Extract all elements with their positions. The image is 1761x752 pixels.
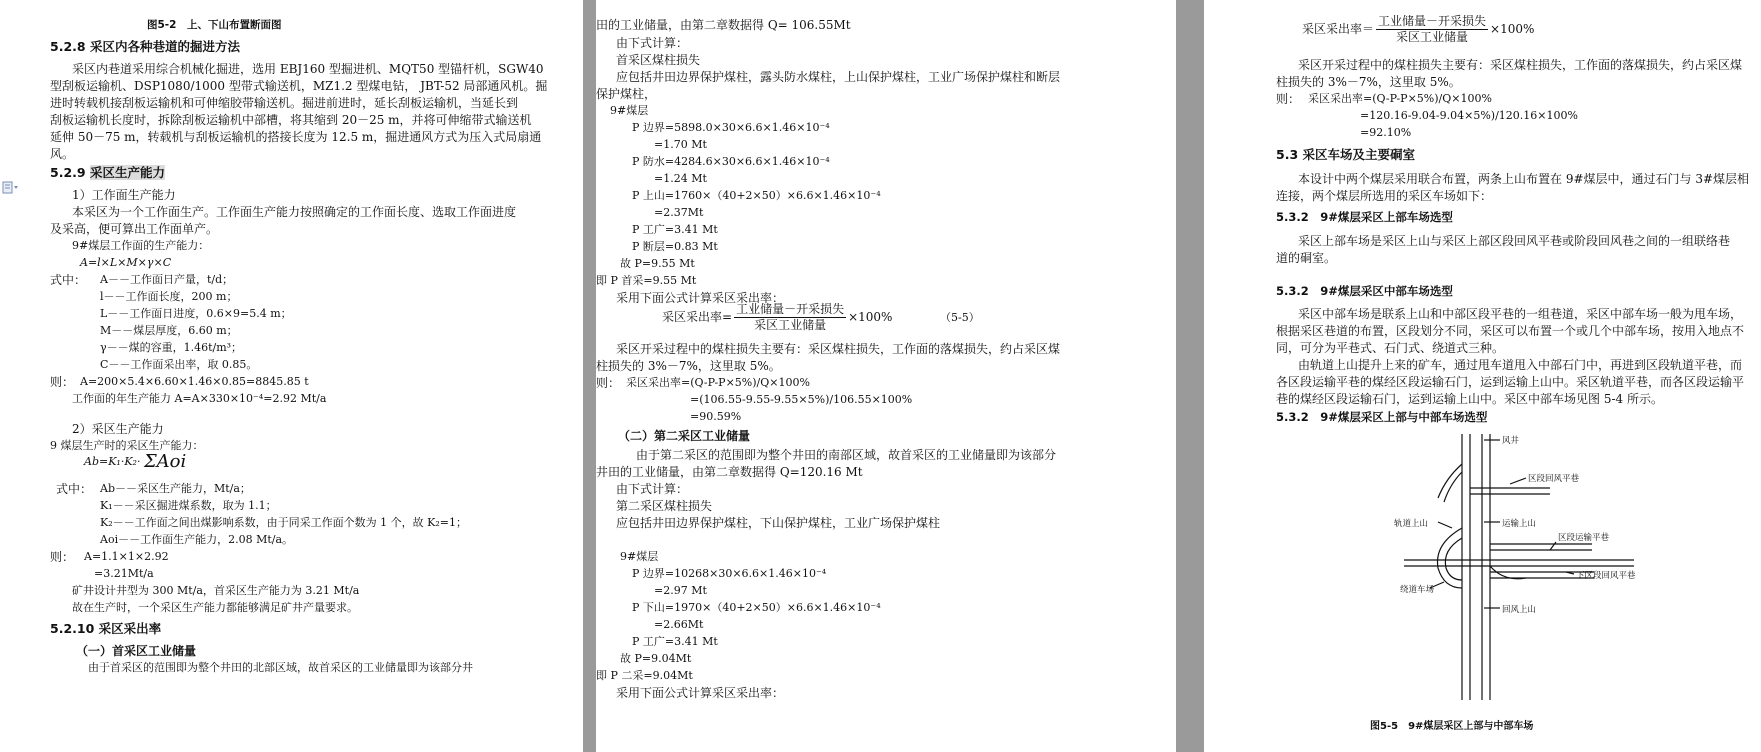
paragraph-line: 井田的工业储量，由第二章数据得 Q=120.16 Mt	[596, 465, 863, 479]
then-label: 则：	[1276, 92, 1301, 106]
seam-label: 9#煤层	[620, 550, 659, 563]
formula	[84, 453, 186, 471]
paragraph-line: 田的工业储量，由第二章数据得 Q= 106.55Mt	[596, 18, 851, 32]
definition-line: K₂－－工作面之间出煤影响系数，由于同采工作面个数为 1 个，故 K₂=1；	[100, 516, 467, 529]
fraction	[1376, 14, 1488, 45]
paragraph-line: 采用下面公式计算采区采出率：	[616, 686, 785, 700]
comment-icon[interactable]	[2, 181, 20, 195]
calculation: 故 P=9.04Mt	[620, 652, 692, 665]
formula-lhs: 采区采出率=	[662, 310, 733, 324]
formula-recovery-rate	[1302, 14, 1534, 45]
calculation: =3.21Mt/a	[94, 567, 154, 580]
section-heading-532: 5.3.2 9#煤层采区上部与中部车场选型	[1276, 410, 1488, 424]
fraction	[734, 302, 846, 333]
formula-part: Ab=K₁·K₂·	[84, 455, 141, 468]
calculation: =2.66Mt	[654, 618, 704, 631]
section-heading-529	[50, 164, 165, 182]
calculation: 采区采出率=(Q-P-P×5%)/Q×100%	[626, 376, 810, 389]
calculation: =90.59%	[690, 410, 742, 423]
paragraph-line: 连接，两个煤层所选用的采区车场如下：	[1276, 189, 1493, 203]
paragraph-line: 同，可分为平巷式、石门式、绕道式三种。	[1276, 341, 1505, 355]
document-page-1	[0, 0, 583, 752]
paragraph-line: 首采区煤柱损失	[616, 53, 701, 67]
document-page-3	[1204, 0, 1761, 752]
where-label: 式中：	[56, 482, 93, 496]
calculation: P 防水=4284.6×30×6.6×1.46×10⁻⁴	[632, 155, 830, 168]
paragraph-line: 9#煤层工作面的生产能力：	[72, 239, 210, 252]
paragraph-line: 进时转载机接刮板运输机和可伸缩胶带输送机。掘进前进时，延长刮板运输机，当延长到	[50, 96, 519, 110]
formula: A=l×L×M×γ×C	[80, 256, 172, 269]
section-heading-5210: 5.2.10 采区采出率	[50, 621, 162, 636]
definition-line: A－－工作面日产量，t/d；	[100, 273, 234, 286]
definition-line: K₁－－采区掘进煤系数，取为 1.1；	[100, 499, 277, 512]
figure-caption: 图5-2 上、下山布置断面图	[147, 19, 282, 31]
paragraph-line: 刮板运输机长度时，拆除刮板运输机中部槽，将其缩到 20－25 m，并将可伸缩带式输送机	[50, 113, 532, 127]
calculation: A=1.1×1×2.92	[84, 550, 169, 563]
section-heading-53: 5.3 采区车场及主要硐室	[1276, 147, 1415, 162]
calculation: P 工广=3.41 Mt	[632, 635, 718, 648]
definition-line: γ－－煤的容重，1.46t/m³；	[100, 341, 243, 354]
figure-caption: 图5-5 9#煤层采区上部与中部车场	[1370, 721, 1534, 732]
paragraph-line: 本设计中两个煤层采用联合布置，两条上山布置在 9#煤层中，通过石门与 3#煤层相	[1298, 172, 1750, 186]
then-label: 则：	[50, 375, 75, 389]
formula-tail: ×100%	[1490, 22, 1535, 36]
definition-line: L－－工作面日进度，0.6×9=5.4 m；	[100, 307, 292, 320]
section-title-highlighted[interactable]: 采区生产能力	[89, 165, 165, 180]
equation-number: （5-5）	[940, 311, 980, 324]
paragraph-line: 采区上部车场是采区上山与采区上部区段回风平巷或阶段回风巷之间的一组联络巷	[1298, 234, 1731, 248]
paragraph-line: 由轨道上山提升上来的矿车，通过甩车道甩入中部石门中，再进到区段轨道平巷，而	[1298, 358, 1743, 372]
label-haulage-roadway: 区段运输平巷	[1558, 533, 1610, 543]
calculation: P 下山=1970×（40+2×50）×6.6×1.46×10⁻⁴	[632, 601, 881, 614]
paragraph-line: 柱损失的 3%－7%，这里取 5%。	[596, 359, 781, 373]
paragraph-line: 由下式计算：	[616, 482, 689, 496]
calculation: A=200×5.4×6.60×1.46×0.85=8845.85 t	[80, 375, 309, 388]
paragraph-line: 采区内巷道采用综合机械化掘进，选用 EBJ160 型掘进机、MQT50 型锚杆机，SGW40	[72, 62, 544, 76]
label-return-rise: 回风上山	[1502, 605, 1537, 615]
definition-line: Ab－－采区生产能力，Mt/a；	[100, 482, 251, 495]
where-label: 式中：	[50, 273, 87, 287]
definition-line: Aoi－－工作面生产能力，2.08 Mt/a。	[100, 533, 294, 546]
definition-line: l－－工作面长度，200 m；	[100, 290, 238, 303]
document-page-2	[596, 0, 1176, 752]
subheading: （二）第二采区工业储量	[618, 429, 751, 443]
paragraph-line: 本采区为一个工作面生产。工作面生产能力按照确定的工作面长度、选取工作面进度	[72, 205, 517, 219]
paragraph-line: 采区开采过程中的煤柱损失主要有：采区煤柱损失，工作面的落煤损失，约占采区煤	[1298, 58, 1743, 72]
calculation: =120.16-9.04-9.04×5%)/120.16×100%	[1360, 109, 1578, 122]
then-label: 则：	[50, 550, 75, 564]
label-air-shaft: 风井	[1502, 436, 1520, 446]
calculation: 采区采出率=(Q-P-P×5%)/Q×100%	[1308, 92, 1492, 105]
paragraph-line: 根据采区巷道的布置，区段划分不同，采区可以布置一个或几个中部车场，按用入地点不	[1276, 324, 1745, 338]
label-lower-return-airway: 下区段回风平巷	[1576, 571, 1636, 581]
calculation: =2.97 Mt	[654, 584, 707, 597]
section-heading-528: 5.2.8 采区内各种巷道的掘进方法	[50, 39, 240, 54]
calculation: P 边界=10268×30×6.6×1.46×10⁻⁴	[632, 567, 827, 580]
formula-tail: ×100%	[848, 310, 893, 324]
calculation: =1.70 Mt	[654, 138, 707, 151]
paragraph-line: 巷的煤经区段运输石门，运到运输上山中。采区中部车场见图 5-4 所示。	[1276, 392, 1663, 406]
label-track-rise: 轨道上山	[1394, 519, 1429, 529]
formula-lhs: 采区采出率＝	[1302, 22, 1375, 36]
paragraph-line: 采用下面公式计算采区采出率：	[616, 291, 785, 305]
fraction-numerator: 工业储量－开采损失	[736, 302, 845, 316]
paragraph-line: 道的硐室。	[1276, 251, 1337, 265]
calculation: 故 P=9.55 Mt	[620, 257, 695, 270]
paragraph-line: 应包括井田边界保护煤柱，下山保护煤柱，工业广场保护煤柱	[616, 516, 941, 530]
paragraph-line: 矿井设计井型为 300 Mt/a，首采区生产能力为 3.21 Mt/a	[72, 584, 360, 597]
paragraph-line: 第二采区煤柱损失	[616, 499, 713, 513]
section-heading-532: 5.3.2 9#煤层采区上部车场选型	[1276, 210, 1453, 224]
calculation: =2.37Mt	[654, 206, 704, 219]
section-number: 5.2.9	[50, 165, 86, 180]
calculation: =92.10%	[1360, 126, 1412, 139]
label-bypass-yard: 绕道车场	[1400, 585, 1435, 595]
calculation: P 工广=3.41 Mt	[632, 223, 718, 236]
calculation: 即 P 二采=9.04Mt	[596, 669, 693, 682]
label-conveyor-rise: 运输上山	[1502, 519, 1537, 529]
paragraph-line: 风。	[50, 147, 75, 161]
calculation: =1.24 Mt	[654, 172, 707, 185]
calculation: P 边界=5898.0×30×6.6×1.46×10⁻⁴	[632, 121, 830, 134]
paragraph-line: 各区段运输平巷的煤经区段运输石门，运到运输上山中。采区轨道平巷，而各区段运输平	[1276, 375, 1745, 389]
fraction-denominator: 采区工业储量	[754, 318, 827, 332]
paragraph-line: 9 煤层生产时的采区生产能力：	[50, 439, 204, 452]
label-return-airway: 区段回风平巷	[1528, 474, 1580, 484]
subheading: 1）工作面生产能力	[72, 188, 176, 202]
fraction-denominator: 采区工业储量	[1396, 30, 1469, 44]
calculation: 工作面的年生产能力 A=A×330×10⁻⁴=2.92 Mt/a	[72, 392, 327, 405]
formula-recovery-rate	[662, 302, 892, 333]
paragraph-line: 采区中部车场是联系上山和中部区段平巷的一组巷道，采区中部车场一般为甩车场，	[1298, 307, 1743, 321]
paragraph-line: 柱损失的 3%－7%，这里取 5%。	[1276, 75, 1461, 89]
definition-line: M－－煤层厚度，6.60 m；	[100, 324, 238, 337]
paragraph-line: 型刮板运输机、DSP1080/1000 型带式输送机，MZ1.2 型煤电钻， JBT-52 局部通风机。掘	[50, 79, 548, 93]
shaft-station-diagram	[1334, 428, 1654, 718]
fraction-numerator: 工业储量－开采损失	[1378, 14, 1487, 28]
subheading: 2）采区生产能力	[72, 422, 164, 436]
sum-symbol: ΣAoi	[143, 451, 187, 472]
section-heading-532: 5.3.2 9#煤层采区中部车场选型	[1276, 284, 1453, 298]
definition-line: C－－工作面采出率，取 0.85。	[100, 358, 258, 371]
paragraph-line: 由于第二采区的范围即为整个井田的南部区域，故首采区的工业储量即为该部分	[636, 448, 1057, 462]
subheading: （一）首采区工业储量	[76, 644, 197, 658]
paragraph-line: 采区开采过程中的煤柱损失主要有：采区煤柱损失，工作面的落煤损失，约占采区煤	[616, 342, 1061, 356]
paragraph-line: 由于首采区的范围即为整个井田的北部区域，故首采区的工业储量即为该部分井	[88, 661, 473, 674]
calculation: P 上山=1760×（40+2×50）×6.6×1.46×10⁻⁴	[632, 189, 881, 202]
paragraph-line: 及采高，便可算出工作面单产。	[50, 222, 219, 236]
paragraph-line: 延伸 50－75 m，转载机与刮板运输机的搭接长度为 12.5 m，掘进通风方式为压入式局扇通	[50, 130, 542, 144]
seam-label: 9#煤层	[610, 104, 649, 117]
paragraph-line: 由下式计算：	[616, 36, 689, 50]
calculation: =(106.55-9.55-9.55×5%)/106.55×100%	[690, 393, 913, 406]
calculation: P 断层=0.83 Mt	[632, 240, 718, 253]
calculation: 即 P 首采=9.55 Mt	[596, 274, 697, 287]
paragraph-line: 应包括井田边界保护煤柱，露头防水煤柱，上山保护煤柱，工业广场保护煤柱和断层	[616, 70, 1061, 84]
paragraph-line: 保护煤柱，	[596, 87, 657, 101]
then-label: 则：	[596, 376, 621, 390]
paragraph-line: 故在生产时，一个采区生产能力都能够满足矿井产量要求。	[72, 601, 358, 614]
